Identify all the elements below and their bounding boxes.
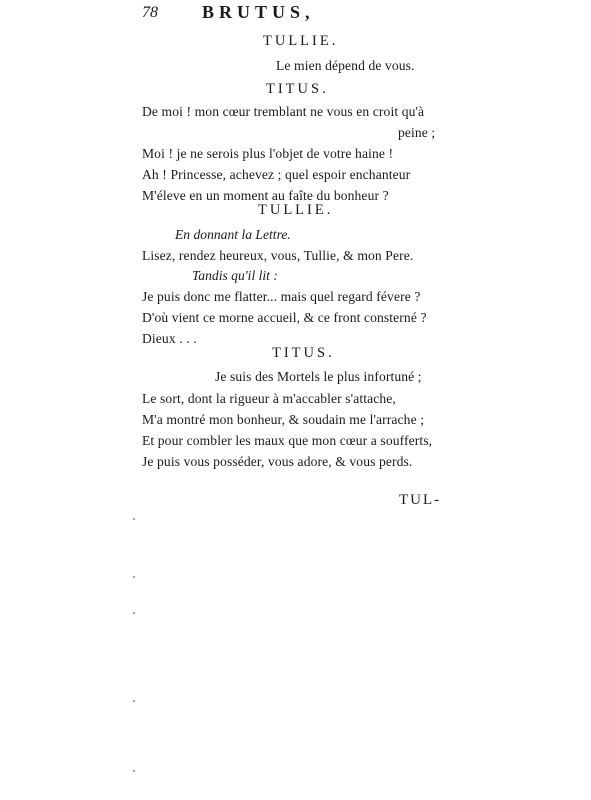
speaker-tullie: TULLIE.: [258, 202, 334, 218]
verse-line: Je puis vous posséder, vous adore, & vous perds.: [142, 454, 413, 469]
verse-line: D'où vient ce morne accueil, & ce front consterné ?: [142, 310, 427, 325]
stage-direction: En donnant la Lettre.: [175, 227, 291, 242]
page-number: 78: [142, 4, 158, 21]
verse-line: Moi ! je ne serois plus l'objet de votre haine !: [142, 146, 394, 161]
verse-line: Et pour combler les maux que mon cœur a soufferts,: [142, 433, 433, 448]
catchword: TUL-: [399, 492, 442, 508]
verse-line-runover: peine ;: [398, 125, 436, 140]
ink-speck: [133, 612, 135, 614]
verse-line: M'éleve en un moment au faîte du bonheur ?: [142, 188, 389, 203]
verse-line: Lisez, rendez heureux, vous, Tullie, & mon Pere.: [142, 248, 414, 263]
running-title: BRUTUS,: [202, 2, 315, 22]
ink-speck: [133, 770, 135, 772]
ink-speck: [133, 518, 135, 520]
verse-line: Ah ! Princesse, achevez ; quel espoir enchanteur: [142, 167, 411, 182]
verse-line: Je suis des Mortels le plus infortuné ;: [215, 369, 422, 384]
verse-line: M'a montré mon bonheur, & soudain me l'arrache ;: [142, 412, 425, 427]
stage-direction: Tandis qu'il lit :: [192, 268, 278, 283]
speaker-titus: TITUS.: [266, 81, 329, 97]
speaker-tullie: TULLIE.: [263, 33, 339, 49]
verse-line: Le sort, dont la rigueur à m'accabler s'attache,: [142, 391, 396, 406]
ink-speck: [133, 700, 135, 702]
speaker-titus: TITUS.: [272, 345, 335, 361]
verse-line: Le mien dépend de vous.: [276, 58, 415, 73]
verse-line: Je puis donc me flatter... mais quel regard févere ?: [142, 289, 421, 304]
ink-speck: [133, 576, 135, 578]
verse-line: De moi ! mon cœur tremblant ne vous en croit qu'à: [142, 104, 425, 119]
verse-line: Dieux . . .: [142, 331, 197, 346]
